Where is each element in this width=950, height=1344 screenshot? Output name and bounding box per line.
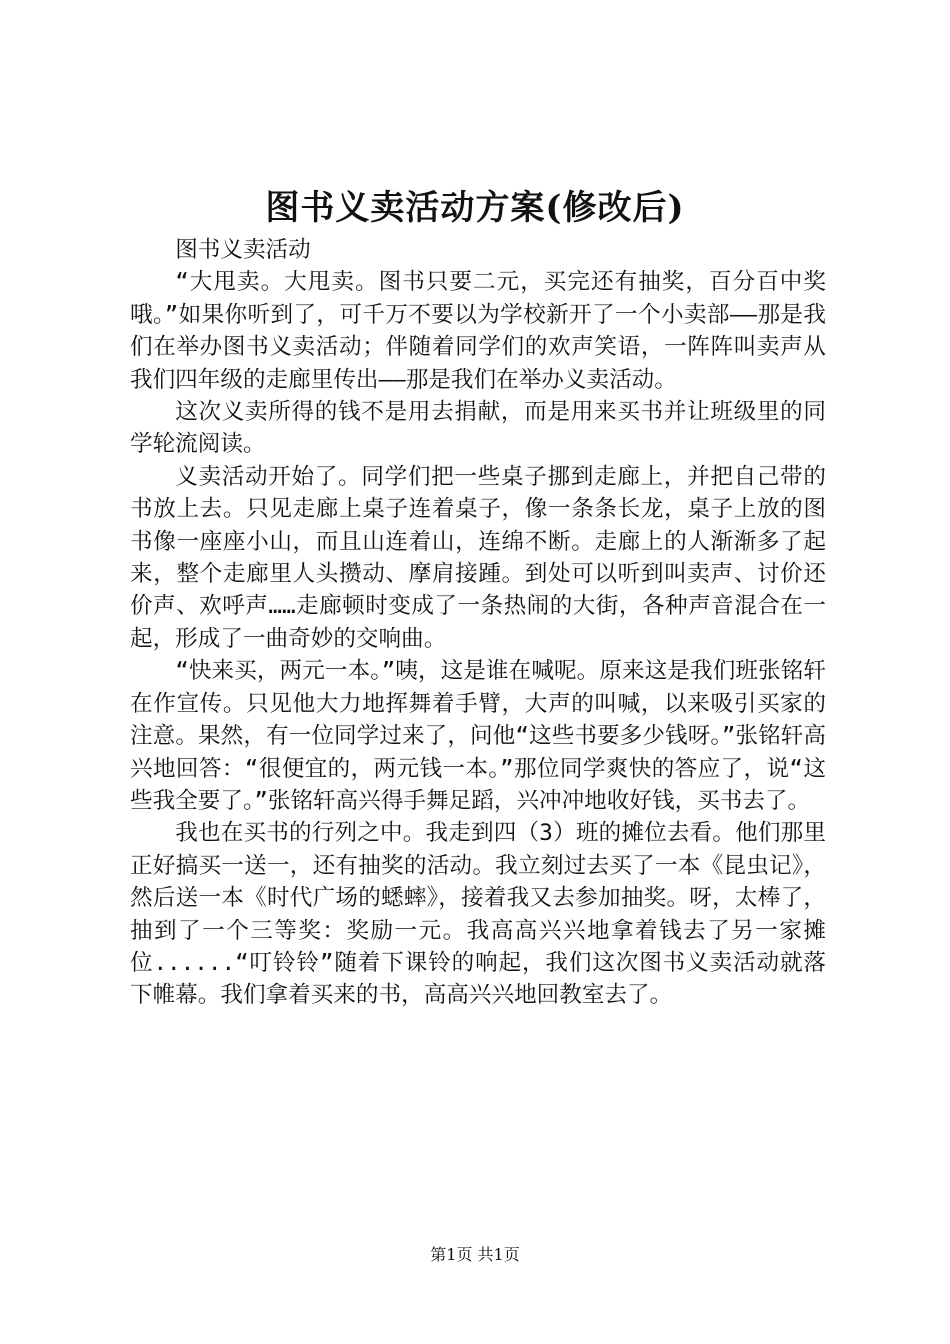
page-number-footer: 第1页 共1页 xyxy=(430,1245,520,1264)
paragraph: 这次义卖所得的钱不是用去捐献，而是用来买书并让班级里的同学轮流阅读。 xyxy=(130,399,826,458)
paragraph: 义卖活动开始了。同学们把一些桌子挪到走廊上，并把自己带的书放上去。只见走廊上桌子连着桌子，像一条条长龙，桌子上放的图书像一座座小山，而且山连着山，连绵不断。走廊上的人渐渐多了起来，整个走廊里人头攒动、摩肩接踵。到处可以听到叫卖声、讨价还价声、欢呼声……走廊顿时变成了一条热闹的大街，各种声音混合在一起，形成了一曲奇妙的交响曲。 xyxy=(130,463,826,652)
paragraph-subtitle: 图书义卖活动 xyxy=(175,237,311,263)
paragraph: “大甩卖。大甩卖。图书只要二元，买完还有抽奖，百分百中奖哦。”如果你听到了，可千万不要以为学校新开了一个小卖部——那是我们在举办图书义卖活动；伴随着同学们的欢声笑语，一阵阵叫卖声从我们四年级的走廊里传出——那是我们在举办义卖活动。 xyxy=(130,269,826,393)
document-body xyxy=(130,234,826,1012)
paragraph: “快来买，两元一本。”咦，这是谁在喊呢。原来这是我们班张铭轩在作宣传。只见他大力地挥舞着手臂，大声的叫喊，以来吸引买家的注意。果然，有一位同学过来了，问他“这些书要多少钱呀。”张铭轩高兴地回答：“很便宜的，两元钱一本。”那位同学爽快的答应了，说“这些我全要了。”张铭轩高兴得手舞足蹈，兴冲冲地收好钱，买书去了。 xyxy=(130,658,826,814)
document-title: 图书义卖活动方案(修改后) xyxy=(265,188,685,228)
paragraph: 我也在买书的行列之中。我走到四（3）班的摊位去看。他们那里正好搞买一送一，还有抽奖的活动。我立刻过去买了一本《昆虫记》，然后送一本《时代广场的蟋蟀》，接着我又去参加抽奖。呀，太棒了，抽到了一个三等奖：奖励一元。我高高兴兴地拿着钱去了另一家摊位......“叮铃铃”随着下课铃的响起，我们这次图书义卖活动就落下帷幕。我们拿着买来的书，高高兴兴地回教室去了。 xyxy=(130,820,826,1009)
